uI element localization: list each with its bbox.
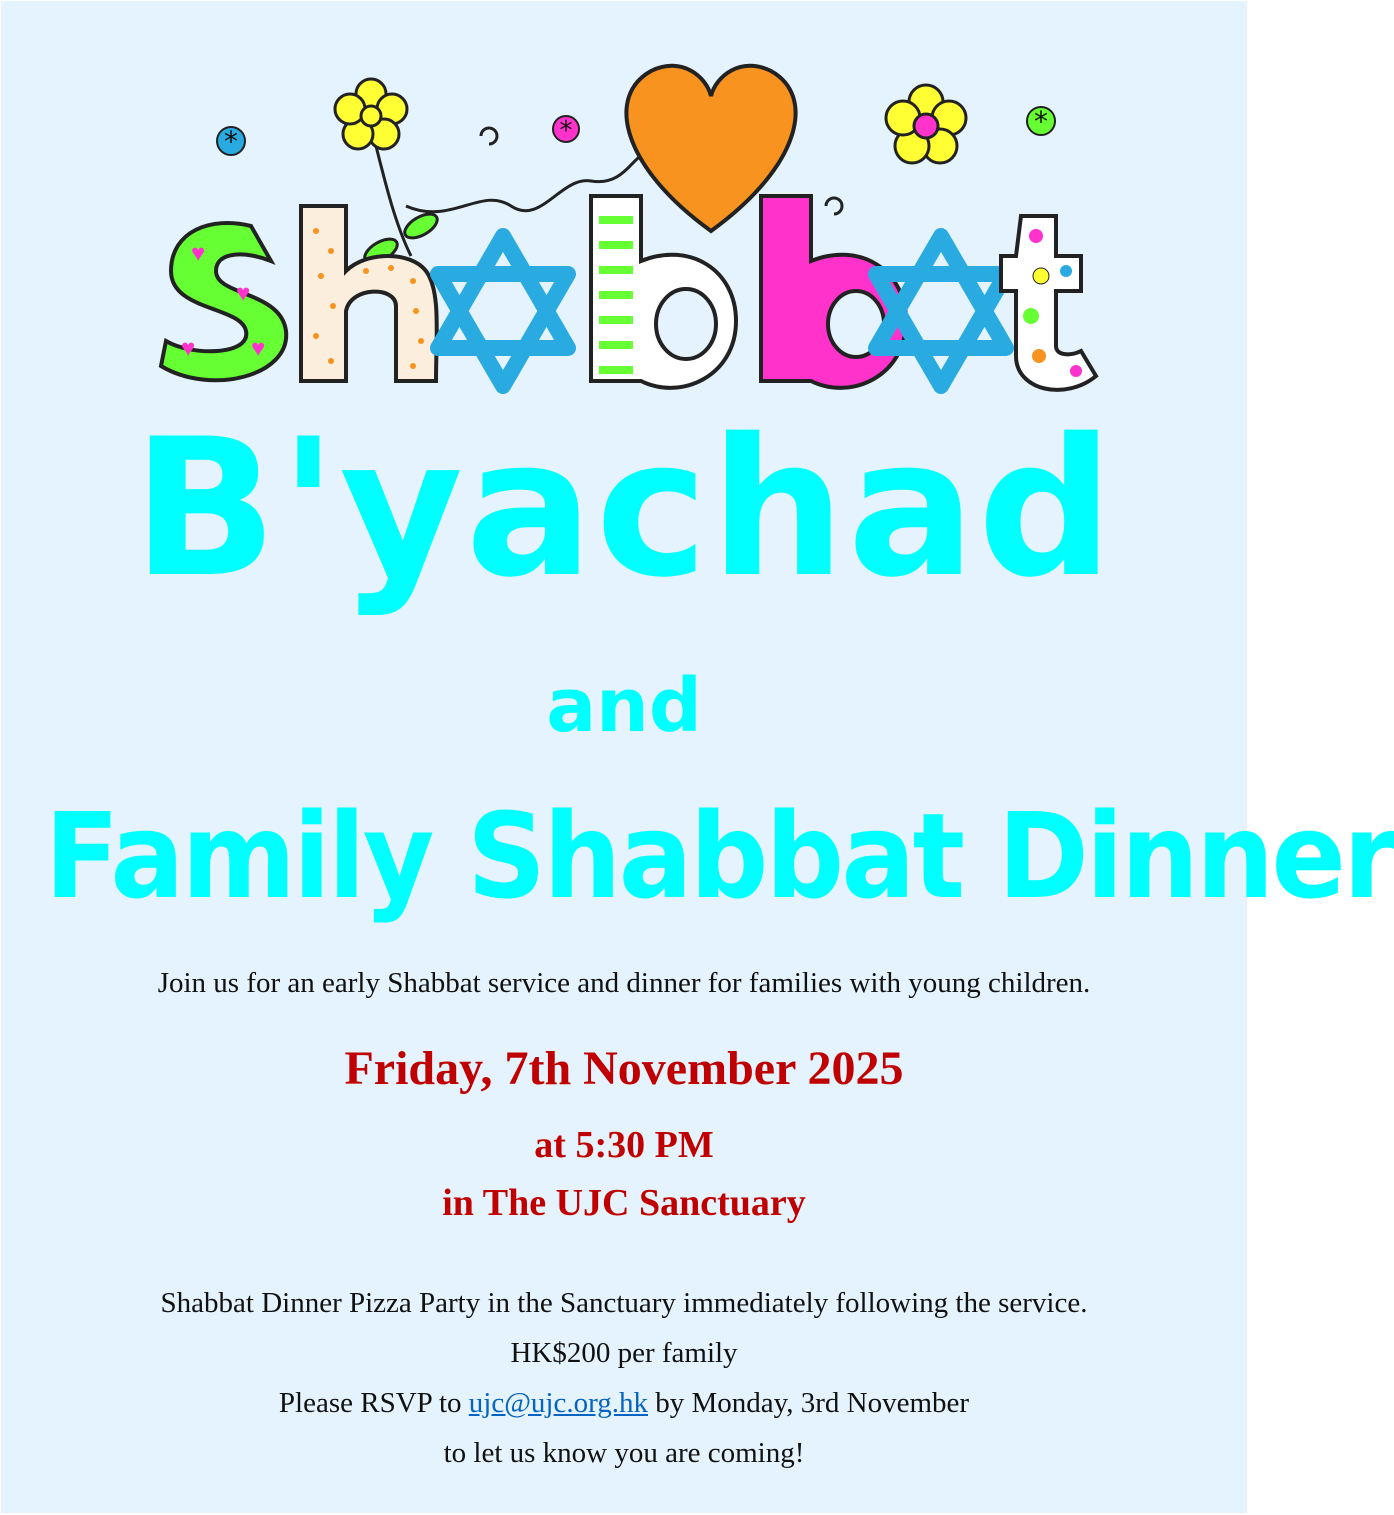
title-family-shabbat-dinner: Family Shabbat Dinner bbox=[44, 787, 1394, 925]
sparkle-icon bbox=[217, 125, 245, 158]
svg-text:♥: ♥ bbox=[181, 336, 196, 362]
intro-text: Join us for an early Shabbat service and dinner for families with young children. bbox=[157, 967, 1091, 999]
dinner-info: Shabbat Dinner Pizza Party in the Sanctuary immediately following the service. bbox=[160, 1287, 1088, 1319]
event-venue: in The UJC Sanctuary bbox=[442, 1182, 806, 1224]
flyer-page bbox=[1, 1, 1394, 1513]
title-and: and bbox=[546, 663, 702, 749]
event-date: Friday, 7th November 2025 bbox=[344, 1042, 904, 1095]
swirl-icon bbox=[826, 198, 842, 214]
star-of-david-icon bbox=[438, 236, 568, 386]
shabbat-lettering-image bbox=[151, 56, 1111, 401]
logo-word bbox=[151, 56, 152, 57]
svg-text:♥: ♥ bbox=[191, 241, 206, 267]
svg-text:♥: ♥ bbox=[251, 336, 266, 362]
title-byachad: B'yachad bbox=[132, 398, 1116, 619]
svg-text:*: * bbox=[224, 125, 238, 158]
rsvp-suffix: by Monday, 3rd November bbox=[655, 1387, 970, 1419]
sparkle-icon bbox=[1027, 105, 1055, 138]
svg-text:*: * bbox=[559, 116, 573, 146]
closing-text: to let us know you are coming! bbox=[443, 1437, 805, 1469]
event-time: at 5:30 PM bbox=[534, 1124, 714, 1166]
svg-text:♥: ♥ bbox=[236, 281, 251, 307]
sparkle-icon bbox=[553, 116, 579, 146]
star-of-david-icon bbox=[876, 236, 1006, 386]
flower-icon bbox=[886, 85, 966, 163]
flower-icon bbox=[335, 79, 441, 268]
rsvp-line bbox=[1, 1387, 1247, 1420]
svg-text:*: * bbox=[1034, 105, 1048, 138]
swirl-icon bbox=[481, 128, 497, 144]
price-info: HK$200 per family bbox=[510, 1337, 738, 1369]
rsvp-email-link[interactable]: ujc@ujc.org.hk bbox=[468, 1387, 648, 1419]
letter-t bbox=[1001, 216, 1096, 390]
rsvp-prefix: Please RSVP to bbox=[278, 1387, 462, 1419]
shabbat-logo bbox=[151, 56, 1111, 401]
letter-s bbox=[161, 223, 286, 380]
